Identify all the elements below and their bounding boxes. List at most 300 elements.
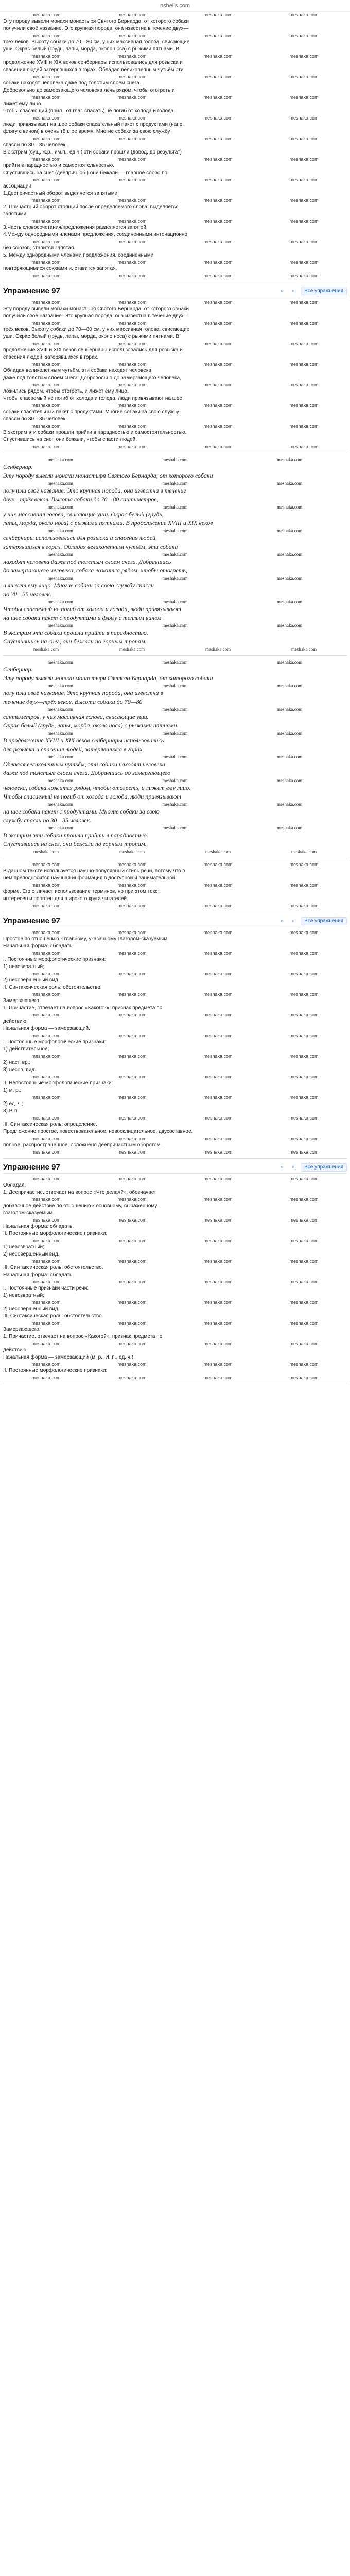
watermark-text: meshaka.com: [162, 552, 188, 557]
watermark-text: meshaka.com: [117, 33, 147, 38]
text-line: 1.Деепричастный оборот выделяется запятыми.: [3, 191, 119, 196]
text-line: повторяющимися союзами и, ставится запятая.: [3, 266, 117, 272]
text-line: 1. Деепричастие, отвечает на вопрос «Что делая?», обозначает: [3, 1190, 156, 1195]
watermark-text: meshaka.com: [31, 1217, 61, 1223]
watermark-text: meshaka.com: [289, 1320, 319, 1326]
watermark-text: meshaka.com: [289, 862, 319, 867]
watermark-text: meshaka.com: [117, 883, 147, 888]
watermark-text: meshaka.com: [203, 1259, 233, 1264]
text-line: трёх веков. Высоту собаки до 70—80 см, у них массивная голова, свисающие: [3, 327, 190, 332]
text-line: ассоциации.: [3, 183, 33, 189]
text-block: [3, 861, 347, 912]
watermark-text: meshaka.com: [31, 115, 61, 121]
site-header: [0, 0, 350, 12]
watermark-text: meshaka.com: [117, 12, 147, 18]
watermark-row: [3, 1375, 347, 1381]
prev-exercise-button[interactable]: «: [281, 287, 284, 294]
exercise-header: [3, 917, 347, 927]
text-line: Начальная форма — замерзающий.: [3, 1026, 90, 1031]
watermark-text: meshaka.com: [203, 218, 233, 224]
watermark-text: meshaka.com: [203, 273, 233, 278]
watermark-text: meshaka.com: [31, 382, 61, 387]
text-line: Эту породу вывели монахи монастыря Святого Бернарда, от которого собаки: [3, 306, 189, 312]
watermark-text: meshaka.com: [31, 971, 61, 976]
text-line: Спустившись на снег (дееприч. об.) они бежали — главное слово по: [3, 170, 168, 176]
watermark-text: meshaka.com: [289, 74, 319, 79]
watermark-text: meshaka.com: [31, 992, 61, 997]
watermark-text: meshaka.com: [31, 136, 61, 141]
watermark-row: [3, 1341, 347, 1347]
all-exercises-link[interactable]: Все упражнения: [301, 287, 347, 295]
text-line: I. Постоянные признаки части речи:: [3, 1285, 89, 1291]
watermark-text: meshaka.com: [31, 320, 61, 326]
watermark-text: meshaka.com: [31, 33, 61, 38]
watermark-text: meshaka.com: [203, 177, 233, 182]
text-line: Окрас белый (грудь, лапы, морда, около носа) с рыжими пятнами.: [3, 722, 179, 729]
watermark-text: meshaka.com: [289, 403, 319, 408]
watermark-text: meshaka.com: [289, 198, 319, 203]
watermark-text: meshaka.com: [162, 754, 188, 759]
watermark-row: [3, 53, 347, 59]
scanned-notebook-block: [3, 456, 347, 656]
watermark-text: meshaka.com: [203, 239, 233, 244]
watermark-text: meshaka.com: [31, 1176, 61, 1181]
watermark-text: meshaka.com: [203, 1074, 233, 1079]
watermark-text: meshaka.com: [203, 1238, 233, 1243]
next-exercise-button[interactable]: »: [292, 1164, 295, 1170]
watermark-text: meshaka.com: [289, 1012, 319, 1018]
watermark-text: meshaka.com: [162, 683, 188, 688]
text-line: 1) невозвратный;: [3, 1244, 44, 1250]
watermark-text: meshaka.com: [117, 260, 147, 265]
text-line: и лижет ему лицо. Многие собаки за свою службу спасли: [3, 582, 154, 589]
watermark-text: meshaka.com: [289, 444, 319, 449]
text-line: Спустившись на снег, они бежали по горным тропам.: [3, 638, 147, 645]
site-name[interactable]: nshelis.com: [160, 3, 190, 9]
watermark-text: meshaka.com: [117, 273, 147, 278]
watermark-text: meshaka.com: [289, 239, 319, 244]
watermark-text: meshaka.com: [162, 659, 188, 665]
text-line: собаки находят человека даже под толстым слоем снега.: [3, 80, 141, 86]
watermark-text: meshaka.com: [289, 157, 319, 162]
watermark-text: meshaka.com: [31, 1375, 61, 1380]
watermark-text: meshaka.com: [47, 825, 73, 831]
text-line: Обладая великолепным чутьём, эти собаки находят человека: [3, 368, 151, 374]
watermark-row: [3, 361, 347, 367]
watermark-row: [3, 622, 347, 629]
text-line: Эту породу вывели монахи монастыря Святого Бернарда, от которого собаки: [3, 472, 213, 479]
text-line: III. Синтаксическая роль: обстоятельство.: [3, 1265, 103, 1270]
watermark-row: [3, 156, 347, 162]
text-line: В экстрим (сущ. ж.р., им.п., ед.ч.) эти собаки прошли (довод. до результат): [3, 149, 182, 155]
watermark-row: [3, 504, 347, 510]
watermark-text: meshaka.com: [47, 552, 73, 557]
watermark-text: meshaka.com: [31, 862, 61, 867]
next-exercise-button[interactable]: »: [292, 918, 295, 924]
watermark-text: meshaka.com: [277, 504, 303, 510]
text-line: флягу с вином) в очень тёплое время. Многие собаки за свою службу: [3, 129, 170, 134]
text-line: действию.: [3, 1347, 28, 1353]
text-line: 2) наст. вр.;: [3, 1060, 31, 1065]
watermark-text: meshaka.com: [203, 903, 233, 908]
watermark-text: meshaka.com: [203, 54, 233, 59]
text-line: III. Синтаксическая роль: определение.: [3, 1122, 97, 1127]
watermark-text: meshaka.com: [31, 1054, 61, 1059]
text-line: 1) невозвратный;: [3, 1293, 44, 1298]
text-line: спасли по 30—35 человек.: [3, 142, 67, 148]
watermark-text: meshaka.com: [289, 54, 319, 59]
watermark-text: meshaka.com: [162, 599, 188, 604]
text-line: В экстрим эти собаки прошли прийти в парадностью и самостоятельностью.: [3, 430, 187, 435]
text-line: 1) м. р.;: [3, 1088, 22, 1093]
watermark-text: meshaka.com: [162, 504, 188, 510]
watermark-row: [3, 1238, 347, 1244]
watermark-row: [3, 849, 347, 855]
watermark-text: meshaka.com: [289, 1238, 319, 1243]
watermark-text: meshaka.com: [203, 341, 233, 346]
text-line: 5. Между однородными членами предложения, соединёнными: [3, 252, 154, 258]
watermark-text: meshaka.com: [47, 754, 73, 759]
watermark-text: meshaka.com: [203, 1054, 233, 1059]
watermark-text: meshaka.com: [289, 1217, 319, 1223]
text-line: сенбернары использовались для розыска и спасения людей,: [3, 534, 157, 541]
watermark-text: meshaka.com: [289, 33, 319, 38]
watermark-row: [3, 861, 347, 868]
prev-exercise-button[interactable]: «: [281, 1164, 284, 1170]
exercise-nav: [278, 1163, 347, 1172]
text-line: уши. Окрас белый (грудь, лапы, морда, около носа) с рыжими пятнами. В: [3, 46, 180, 52]
text-line: II. Постоянные морфологические признаки:: [3, 1368, 108, 1374]
watermark-row: [3, 1361, 347, 1367]
text-line: находят человека даже под толстым слоем снега. Добравшись: [3, 558, 171, 565]
watermark-row: [3, 991, 347, 997]
watermark-text: meshaka.com: [31, 273, 61, 278]
exercise-header: [3, 286, 347, 297]
watermark-text: meshaka.com: [31, 1074, 61, 1079]
text-line: Чтобы спасаемый не погиб от холода и голода, люди привязывают: [3, 793, 181, 800]
watermark-text: meshaka.com: [117, 1074, 147, 1079]
watermark-text: meshaka.com: [277, 778, 303, 783]
text-line: даже под толстым слоем снега. Добровольно до замерзающего человека,: [3, 375, 181, 381]
watermark-text: meshaka.com: [117, 1341, 147, 1346]
watermark-text: meshaka.com: [47, 707, 73, 712]
text-line: 2) несовершенный вид.: [3, 977, 60, 983]
watermark-text: meshaka.com: [291, 647, 317, 652]
text-line: действию.: [3, 1019, 28, 1024]
watermark-text: meshaka.com: [162, 481, 188, 486]
watermark-text: meshaka.com: [289, 362, 319, 367]
prev-exercise-button[interactable]: «: [281, 918, 284, 924]
watermark-text: meshaka.com: [203, 136, 233, 141]
watermark-row: [3, 197, 347, 204]
text-line: Чтобы спасаемый не погиб от холода и голода, люди привязывают на шее: [3, 396, 182, 401]
text-line: добавочное действие по отношению к основному, выраженному: [3, 1203, 157, 1209]
watermark-text: meshaka.com: [289, 883, 319, 888]
exercise-title: Упражнение 97: [3, 1163, 60, 1172]
watermark-text: meshaka.com: [289, 260, 319, 265]
watermark-text: meshaka.com: [289, 1033, 319, 1038]
exercise-block: [3, 917, 347, 1159]
watermark-text: meshaka.com: [31, 1115, 61, 1121]
watermark-text: meshaka.com: [289, 300, 319, 305]
watermark-text: meshaka.com: [117, 1095, 147, 1100]
next-exercise-button[interactable]: »: [292, 287, 295, 294]
watermark-row: [3, 950, 347, 956]
watermark-text: meshaka.com: [31, 1012, 61, 1018]
watermark-text: meshaka.com: [203, 883, 233, 888]
text-line: Замерзающего.: [3, 998, 41, 1004]
watermark-text: meshaka.com: [117, 218, 147, 224]
watermark-text: meshaka.com: [277, 825, 303, 831]
watermark-text: meshaka.com: [277, 481, 303, 486]
watermark-text: meshaka.com: [203, 1033, 233, 1038]
watermark-text: meshaka.com: [31, 95, 61, 100]
watermark-text: meshaka.com: [117, 1217, 147, 1223]
text-line: на шее собаки пакет с продуктами и флягу с тёплым вином.: [3, 614, 163, 621]
watermark-text: meshaka.com: [31, 1279, 61, 1284]
watermark-text: meshaka.com: [117, 320, 147, 326]
exercise-title: Упражнение 97: [3, 917, 60, 925]
watermark-text: meshaka.com: [289, 971, 319, 976]
watermark-row: [3, 903, 347, 909]
watermark-row: [3, 1149, 347, 1155]
watermark-row: [3, 299, 347, 306]
text-line: III. Синтаксическая роль: обстоятельство.: [3, 1313, 103, 1319]
watermark-text: meshaka.com: [31, 1300, 61, 1305]
watermark-text: meshaka.com: [203, 862, 233, 867]
section-divider: [3, 655, 347, 656]
text-line: II. Постоянные морфологические признаки:: [3, 1231, 108, 1236]
watermark-text: meshaka.com: [289, 930, 319, 935]
watermark-text: meshaka.com: [31, 903, 61, 908]
watermark-text: meshaka.com: [31, 1259, 61, 1264]
watermark-text: meshaka.com: [117, 74, 147, 79]
watermark-text: meshaka.com: [117, 1197, 147, 1202]
text-line: 1. Причастие, отвечает на вопрос «Какого?», признак предмета по: [3, 1334, 163, 1340]
watermark-text: meshaka.com: [117, 1238, 147, 1243]
watermark-text: meshaka.com: [277, 623, 303, 628]
watermark-text: meshaka.com: [117, 1033, 147, 1038]
watermark-row: [3, 882, 347, 888]
watermark-text: meshaka.com: [289, 1300, 319, 1305]
watermark-text: meshaka.com: [289, 341, 319, 346]
text-line: 3) Р. п.: [3, 1108, 19, 1114]
watermark-row: [3, 754, 347, 760]
watermark-text: meshaka.com: [47, 623, 73, 628]
watermark-text: meshaka.com: [289, 12, 319, 18]
watermark-row: [3, 1012, 347, 1018]
watermark-text: meshaka.com: [203, 971, 233, 976]
watermark-row: [3, 1196, 347, 1202]
watermark-row: [3, 135, 347, 142]
watermark-text: meshaka.com: [31, 1238, 61, 1243]
watermark-text: meshaka.com: [117, 54, 147, 59]
watermark-text: meshaka.com: [117, 1259, 147, 1264]
watermark-text: meshaka.com: [117, 423, 147, 429]
watermark-text: meshaka.com: [31, 362, 61, 367]
text-line: получили своё название. Это крупная порода, она известна в: [3, 689, 163, 697]
section-divider: [3, 1158, 347, 1159]
watermark-text: meshaka.com: [289, 1115, 319, 1121]
text-line: на шее собаки пакет с продуктами. Многие собаки за свою: [3, 808, 160, 815]
watermark-text: meshaka.com: [117, 95, 147, 100]
watermark-text: meshaka.com: [162, 802, 188, 807]
text-line: человека, собака ложится рядом, чтобы отогреть, и лижет ему лицо.: [3, 784, 191, 791]
watermark-text: meshaka.com: [117, 951, 147, 956]
watermark-text: meshaka.com: [31, 1149, 61, 1155]
watermark-text: meshaka.com: [203, 1217, 233, 1223]
watermark-text: meshaka.com: [117, 136, 147, 141]
text-line: интересен и понятен для широкого круга читателей.: [3, 896, 128, 902]
watermark-text: meshaka.com: [203, 362, 233, 367]
watermark-row: [3, 1279, 347, 1285]
watermark-text: meshaka.com: [203, 74, 233, 79]
text-line: I. Постоянные морфологические признаки:: [3, 957, 106, 962]
watermark-row: [3, 94, 347, 100]
watermark-text: meshaka.com: [31, 157, 61, 162]
text-line: Начальная форма: обладать.: [3, 943, 74, 949]
watermark-text: meshaka.com: [203, 1300, 233, 1305]
watermark-text: meshaka.com: [31, 444, 61, 449]
watermark-text: meshaka.com: [31, 1341, 61, 1346]
watermark-text: meshaka.com: [203, 198, 233, 203]
text-line: уши. Окрас белый (грудь, лапы, морда, около носа) с рыжими пятнами. В: [3, 334, 180, 340]
watermark-text: meshaka.com: [289, 423, 319, 429]
watermark-text: meshaka.com: [203, 1012, 233, 1018]
watermark-text: meshaka.com: [289, 992, 319, 997]
watermark-text: meshaka.com: [31, 403, 61, 408]
watermark-text: meshaka.com: [117, 930, 147, 935]
watermark-row: [3, 423, 347, 429]
watermark-row: [3, 1074, 347, 1080]
text-line: 1) невозвратный;: [3, 964, 44, 970]
watermark-text: meshaka.com: [277, 683, 303, 688]
text-line: у них массивная голова, свисающие уши. Окрас белый (грудь,: [3, 511, 164, 518]
text-line: Обладая великолепным чутьём, эти собаки находят человека: [3, 760, 165, 768]
text-line: 1. Причастие, отвечает на вопрос «Какого?», признак предмета по: [3, 1005, 163, 1011]
watermark-row: [3, 1032, 347, 1039]
watermark-text: meshaka.com: [162, 825, 188, 831]
text-line: получили своё название. Это крупная порода, она известна в течение двух—: [3, 26, 189, 31]
text-line: Замерзающего.: [3, 1327, 41, 1332]
text-line: запятыми.: [3, 211, 28, 217]
watermark-text: meshaka.com: [203, 1149, 233, 1155]
watermark-text: meshaka.com: [203, 1095, 233, 1100]
watermark-text: meshaka.com: [162, 457, 188, 462]
exercise-nav: [278, 287, 347, 295]
text-line: лижет ему лицо.: [3, 101, 43, 107]
text-line: В продолжение XVIII и XIX веков сенбернары использовались: [3, 737, 164, 744]
text-line: двух—трёх веков. Высота собаки до 70—80 сантиметров,: [3, 496, 159, 503]
watermark-text: meshaka.com: [277, 457, 303, 462]
watermark-text: meshaka.com: [289, 1341, 319, 1346]
watermark-text: meshaka.com: [203, 1115, 233, 1121]
watermark-row: [3, 971, 347, 977]
text-line: В экстрим эти собаки прошли прийти в парадностью.: [3, 832, 148, 839]
text-line: Начальная форма: обладать.: [3, 1224, 74, 1229]
watermark-text: meshaka.com: [117, 362, 147, 367]
text-line: полное, распространённое, осложнено деепричастным оборотом.: [3, 1142, 162, 1148]
watermark-text: meshaka.com: [117, 444, 147, 449]
watermark-row: [3, 32, 347, 39]
watermark-row: [3, 706, 347, 713]
text-line: форме. Его отличает использование терминов, но при этом текст: [3, 889, 160, 894]
watermark-text: meshaka.com: [47, 599, 73, 604]
text-line: течение двух—трёх веков. Высота собаки до 70—80: [3, 698, 143, 705]
watermark-row: [3, 115, 347, 121]
text-line: лапы, морда, около носа) с рыжими пятнами. В продолжение XVIII и XIX веков: [3, 519, 213, 527]
watermark-text: meshaka.com: [277, 707, 303, 712]
watermark-text: meshaka.com: [289, 136, 319, 141]
watermark-text: meshaka.com: [203, 33, 233, 38]
text-line: продолжение XVIII и XIX веков сенбернары использовались для розыска и: [3, 347, 183, 353]
watermark-row: [3, 575, 347, 581]
watermark-text: meshaka.com: [117, 1362, 147, 1367]
watermark-text: meshaka.com: [47, 481, 73, 486]
watermark-text: meshaka.com: [117, 115, 147, 121]
watermark-text: meshaka.com: [289, 903, 319, 908]
watermark-text: meshaka.com: [203, 444, 233, 449]
text-line: спасения людей затерявшихся в горах. Обладая великолепным чутьём эти: [3, 67, 184, 73]
watermark-text: meshaka.com: [31, 341, 61, 346]
text-line: 2) несовершенный вид.: [3, 1306, 60, 1312]
watermark-text: meshaka.com: [289, 115, 319, 121]
watermark-text: meshaka.com: [117, 239, 147, 244]
watermark-text: meshaka.com: [203, 157, 233, 162]
watermark-text: meshaka.com: [117, 992, 147, 997]
watermark-text: meshaka.com: [117, 1279, 147, 1284]
text-line: по 30—35 человек.: [3, 590, 51, 598]
watermark-text: meshaka.com: [47, 731, 73, 736]
text-line: Начальная форма — замерзающий (м. р., И. п., ед. ч.).: [3, 1354, 135, 1360]
text-line: Предложение простое, повествовательное, невосклицательное, двусоставное,: [3, 1129, 193, 1134]
watermark-text: meshaka.com: [205, 647, 231, 652]
text-line: Эту породу вывели монахи монастыря Святого Бернарда, от которого собаки: [3, 674, 213, 682]
text-line: продолжение XVIII и XIX веков сенбернары использовались для розыска и: [3, 60, 183, 65]
scanned-notebook-block: [3, 659, 347, 858]
text-line: собаки спасательный пакет с продуктами. Многие собаки за свою службу: [3, 409, 179, 415]
text-line: даже под толстым слоем снега. Добравшись до замерзающего: [3, 769, 171, 776]
watermark-text: meshaka.com: [203, 1176, 233, 1181]
watermark-text: meshaka.com: [289, 273, 319, 278]
watermark-row: [3, 1094, 347, 1100]
watermark-text: meshaka.com: [47, 504, 73, 510]
text-line: без союзов, ставится запятая.: [3, 245, 76, 251]
watermark-text: meshaka.com: [31, 300, 61, 305]
watermark-text: meshaka.com: [203, 1362, 233, 1367]
watermark-text: meshaka.com: [277, 754, 303, 759]
watermark-row: [3, 382, 347, 388]
watermark-text: meshaka.com: [31, 218, 61, 224]
watermark-text: meshaka.com: [47, 575, 73, 581]
watermark-text: meshaka.com: [47, 778, 73, 783]
text-line: ложились рядом, чтобы отогреть, и лижет ему лицо.: [3, 388, 129, 394]
watermark-text: meshaka.com: [162, 778, 188, 783]
text-line: II. Синтаксическая роль: обстоятельство.: [3, 985, 102, 990]
watermark-text: meshaka.com: [277, 599, 303, 604]
watermark-row: [3, 659, 347, 665]
watermark-text: meshaka.com: [203, 300, 233, 305]
watermark-row: [3, 1115, 347, 1121]
watermark-row: [3, 1176, 347, 1182]
all-exercises-link[interactable]: Все упражнения: [301, 917, 347, 925]
watermark-text: meshaka.com: [31, 54, 61, 59]
watermark-text: meshaka.com: [117, 903, 147, 908]
exercise-block: [3, 286, 347, 453]
text-line: 1) действительное;: [3, 1046, 49, 1052]
all-exercises-link[interactable]: Все упражнения: [301, 1163, 347, 1172]
text-line: Простое по отношению к главному, указанному глаголом-сказуемым.: [3, 936, 169, 942]
